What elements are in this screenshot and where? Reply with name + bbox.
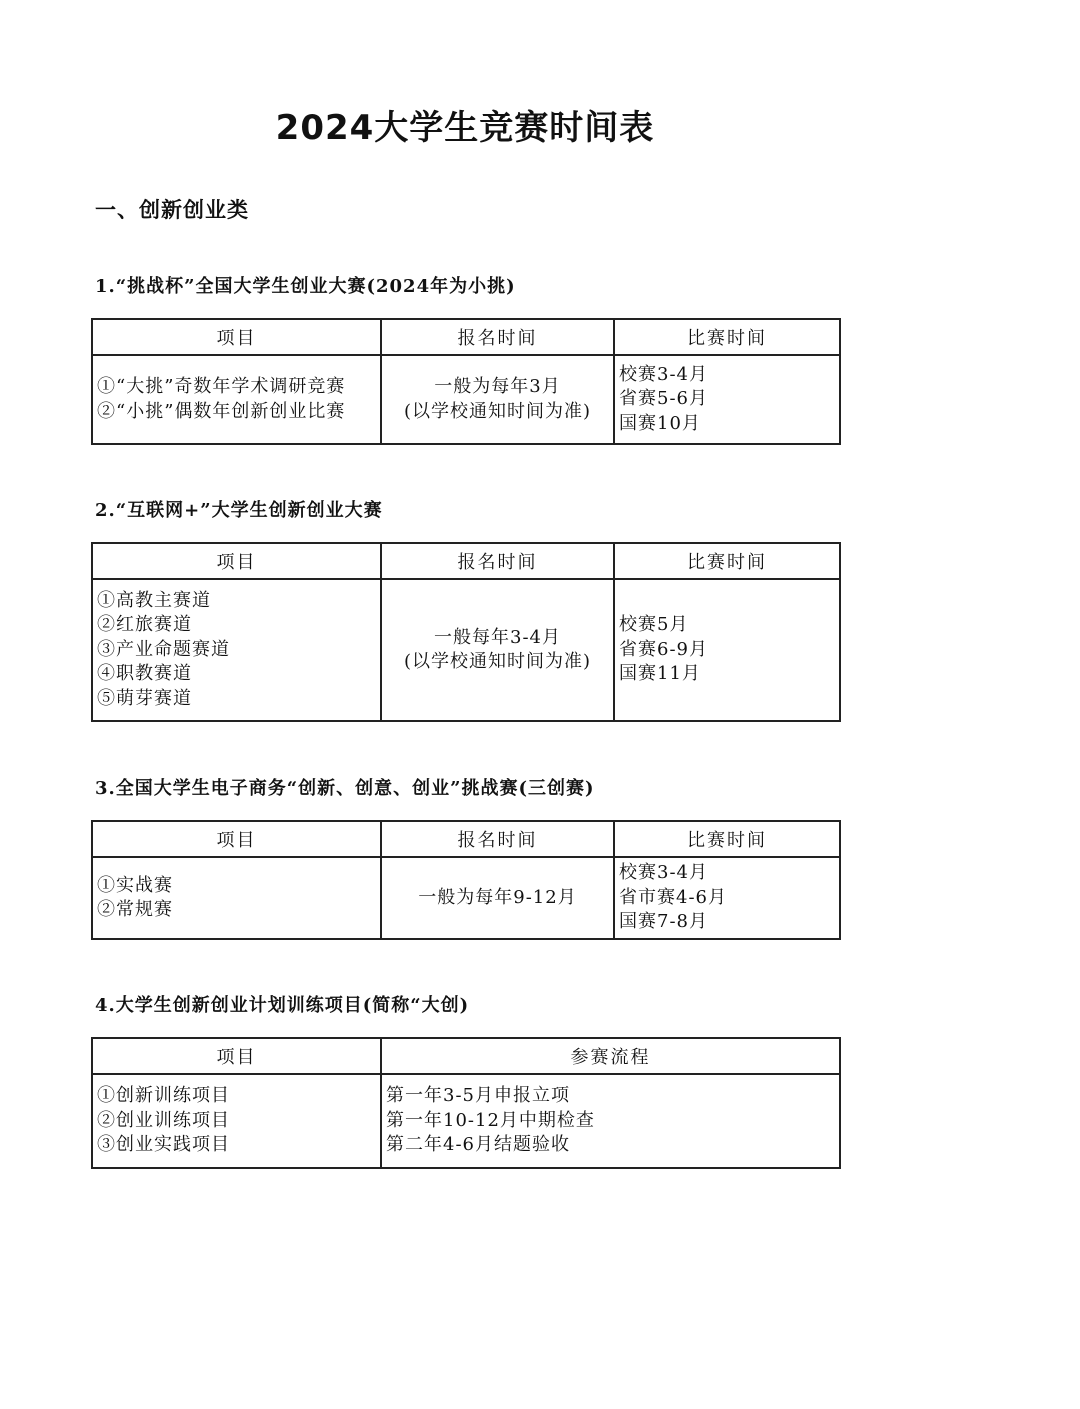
competition-cell xyxy=(614,857,840,939)
signup-cell xyxy=(381,579,614,721)
section-heading: 一、创新创业类 xyxy=(95,197,249,222)
project-cell xyxy=(92,355,381,444)
project-item: ⑤萌芽赛道 xyxy=(97,687,192,709)
project-item: ①创新训练项目 xyxy=(97,1085,230,1107)
project-cell xyxy=(92,1074,381,1168)
competition-line: 省赛6-9月 xyxy=(619,638,708,660)
competition-cell xyxy=(614,579,840,721)
schedule-table xyxy=(91,1037,841,1169)
col-header-process: 参赛流程 xyxy=(381,1038,840,1074)
signup-line: 一般为每年9-12月 xyxy=(418,886,577,908)
col-header-project: 项目 xyxy=(92,821,381,857)
project-item: ②红旅赛道 xyxy=(97,614,192,636)
project-item: ①高教主赛道 xyxy=(97,589,211,611)
project-item: ②创业训练项目 xyxy=(97,1109,230,1131)
schedule-table xyxy=(91,318,841,445)
process-step: 第一年10-12月中期检查 xyxy=(386,1109,595,1131)
competition-line: 校赛3-4月 xyxy=(619,862,708,884)
page-title: 2024大学生竞赛时间表 xyxy=(275,108,655,148)
project-item: ②“小挑”偶数年创新创业比赛 xyxy=(97,400,346,422)
col-header-project: 项目 xyxy=(92,1038,381,1074)
competition-line: 国赛11月 xyxy=(619,663,701,685)
competition-heading: 4.大学生创新创业计划训练项目(简称“大创) xyxy=(95,995,470,1016)
competition-line: 省市赛4-6月 xyxy=(619,886,727,908)
project-item: ③产业命题赛道 xyxy=(97,638,230,660)
competition-line: 校赛5月 xyxy=(619,614,689,636)
schedule-table xyxy=(91,542,841,722)
signup-cell xyxy=(381,355,614,444)
project-cell xyxy=(92,857,381,939)
col-header-project: 项目 xyxy=(92,319,381,355)
col-header-competition: 比赛时间 xyxy=(614,319,840,355)
competition-line: 校赛3-4月 xyxy=(619,363,708,385)
competition-cell xyxy=(614,355,840,444)
competition-heading: 1.“挑战杯”全国大学生创业大赛(2024年为小挑) xyxy=(95,276,516,297)
signup-line: (以学校通知时间为准) xyxy=(403,651,592,672)
col-header-signup: 报名时间 xyxy=(381,319,614,355)
col-header-competition: 比赛时间 xyxy=(614,543,840,579)
schedule-table xyxy=(91,820,841,940)
competition-line: 国赛7-8月 xyxy=(619,911,708,933)
competition-line: 省赛5-6月 xyxy=(619,388,708,410)
process-cell xyxy=(381,1074,840,1168)
project-item: ④职教赛道 xyxy=(97,663,192,685)
signup-line: (以学校通知时间为准) xyxy=(403,400,592,422)
signup-line: 一般每年3-4月 xyxy=(434,626,561,648)
project-item: ①实战赛 xyxy=(97,874,173,896)
project-item: ①“大挑”奇数年学术调研竞赛 xyxy=(97,376,346,397)
project-item: ③创业实践项目 xyxy=(97,1134,230,1156)
competition-heading: 3.全国大学生电子商务“创新、创意、创业”挑战赛(三创赛) xyxy=(95,778,595,799)
col-header-signup: 报名时间 xyxy=(381,543,614,579)
project-cell xyxy=(92,579,381,721)
col-header-signup: 报名时间 xyxy=(381,821,614,857)
competition-line: 国赛10月 xyxy=(619,412,701,434)
competition-heading: 2.“互联网+”大学生创新创业大赛 xyxy=(95,500,383,521)
signup-line: 一般为每年3月 xyxy=(434,376,561,397)
signup-cell xyxy=(381,857,614,939)
col-header-project: 项目 xyxy=(92,543,381,579)
process-step: 第一年3-5月申报立项 xyxy=(386,1085,570,1107)
process-step: 第二年4-6月结题验收 xyxy=(386,1134,570,1156)
project-item: ②常规赛 xyxy=(97,899,173,920)
col-header-competition: 比赛时间 xyxy=(614,821,840,857)
